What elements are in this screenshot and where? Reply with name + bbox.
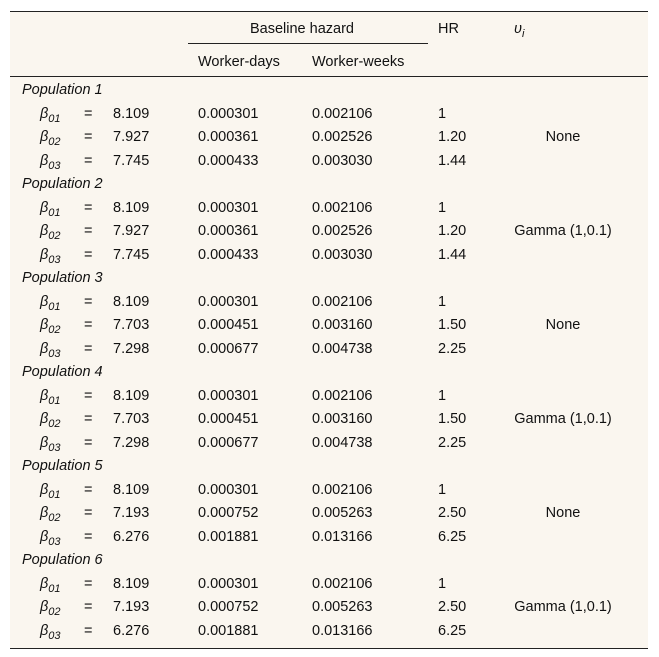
beta-subscript: 02	[48, 230, 61, 242]
worker-days-value: 0.000301	[198, 105, 259, 122]
worker-weeks-value: 0.003160	[312, 411, 373, 427]
equals-sign: =	[84, 481, 93, 498]
beta-coefficient-label	[40, 481, 61, 504]
beta-coefficient-label	[40, 128, 61, 151]
equals-sign: =	[84, 129, 93, 145]
worker-days-value: 0.000451	[198, 411, 259, 427]
beta-subscript: 03	[48, 159, 61, 172]
coefficient-value: 8.109	[113, 293, 150, 310]
hr-value: 1.20	[438, 223, 467, 239]
equals-sign: =	[84, 411, 93, 427]
coefficient-value: 7.703	[113, 317, 150, 333]
equals-sign: =	[84, 152, 93, 169]
frailty-variance: Gamma (1,0.1)	[514, 223, 612, 239]
baseline-hazard-header: Baseline hazard	[250, 21, 354, 37]
beta-subscript: 01	[48, 112, 61, 125]
beta-symbol: β	[40, 293, 49, 310]
coefficient-value: 6.276	[113, 622, 150, 639]
coefficient-value: 7.745	[113, 152, 150, 169]
hr-value: 1.20	[438, 129, 467, 145]
beta-coefficient-label	[40, 575, 61, 598]
worker-weeks-value: 0.013166	[312, 528, 373, 545]
beta-symbol: β	[40, 505, 49, 521]
worker-days-value: 0.000677	[198, 340, 259, 357]
equals-sign: =	[84, 340, 93, 357]
coefficient-value: 7.193	[113, 505, 150, 521]
worker-days-value: 0.000451	[198, 317, 259, 333]
beta-coefficient-label	[40, 504, 61, 527]
equals-sign: =	[84, 317, 93, 333]
coefficient-value: 8.109	[113, 575, 150, 592]
worker-days-value: 0.000301	[198, 293, 259, 310]
beta-subscript: 02	[48, 324, 61, 336]
beta-subscript: 02	[48, 418, 61, 430]
equals-sign: =	[84, 622, 93, 639]
worker-days-value: 0.000433	[198, 246, 259, 263]
hr-value: 1.50	[438, 411, 467, 427]
hr-value: 1	[438, 199, 447, 216]
beta-subscript: 03	[48, 535, 61, 548]
coefficient-value: 7.703	[113, 411, 150, 427]
coefficient-value: 7.745	[113, 246, 150, 263]
beta-symbol: β	[40, 434, 49, 451]
equals-sign: =	[84, 105, 93, 122]
frailty-variance: None	[545, 129, 581, 145]
equals-sign: =	[84, 434, 93, 451]
worker-weeks-value: 0.002106	[312, 575, 373, 592]
beta-symbol: β	[40, 129, 49, 145]
hr-value: 1	[438, 105, 447, 122]
beta-coefficient-label	[40, 199, 61, 222]
equals-sign: =	[84, 246, 93, 263]
beta-symbol: β	[40, 599, 49, 615]
coefficient-value: 8.109	[113, 105, 150, 122]
worker-weeks-value: 0.002526	[312, 223, 373, 239]
worker-weeks-value: 0.002526	[312, 129, 373, 145]
coefficient-value: 7.298	[113, 340, 150, 357]
beta-subscript: 01	[48, 300, 61, 313]
beta-symbol: β	[40, 340, 49, 357]
beta-symbol: β	[40, 317, 49, 333]
frailty-variance: Gamma (1,0.1)	[514, 599, 612, 615]
hr-value: 2.50	[438, 505, 467, 521]
population-label: Population 2	[22, 176, 103, 192]
equals-sign: =	[84, 199, 93, 216]
worker-days-value: 0.000361	[198, 223, 259, 239]
worker-days-value: 0.000361	[198, 129, 259, 145]
worker-days-value: 0.000752	[198, 599, 259, 615]
worker-days-value: 0.001881	[198, 528, 259, 545]
hr-value: 1.44	[438, 152, 467, 169]
worker-days-value: 0.000677	[198, 434, 259, 451]
frailty-variance: Gamma (1,0.1)	[514, 411, 612, 427]
hr-value: 2.25	[438, 434, 467, 451]
worker-weeks-value: 0.002106	[312, 293, 373, 310]
worker-weeks-value: 0.013166	[312, 622, 373, 639]
beta-coefficient-label	[40, 387, 61, 410]
coefficient-value: 7.927	[113, 223, 150, 239]
worker-days-value: 0.000433	[198, 152, 259, 169]
hr-value: 1.44	[438, 246, 467, 263]
hr-value: 6.25	[438, 528, 467, 545]
hr-value: 2.25	[438, 340, 467, 357]
worker-weeks-value: 0.004738	[312, 434, 373, 451]
beta-coefficient-label	[40, 598, 61, 621]
equals-sign: =	[84, 599, 93, 615]
population-label: Population 4	[22, 364, 103, 380]
coefficient-value: 7.298	[113, 434, 150, 451]
frailty-variance: None	[545, 505, 581, 521]
worker-weeks-value: 0.002106	[312, 481, 373, 498]
worker-weeks-header: Worker-weeks	[312, 54, 405, 70]
worker-weeks-value: 0.004738	[312, 340, 373, 357]
worker-days-value: 0.000301	[198, 481, 259, 498]
beta-subscript: 01	[48, 394, 61, 407]
baseline-hazard-rule	[188, 43, 428, 44]
hr-value: 1	[438, 481, 447, 498]
worker-days-value: 0.000752	[198, 505, 259, 521]
header-bottom-rule	[10, 76, 648, 77]
worker-days-value: 0.000301	[198, 387, 259, 404]
worker-days-value: 0.000301	[198, 199, 259, 216]
beta-symbol: β	[40, 152, 49, 169]
population-label: Population 5	[22, 458, 103, 474]
beta-subscript: 03	[48, 253, 61, 266]
hr-value: 1	[438, 293, 447, 310]
beta-coefficient-label	[40, 222, 61, 245]
beta-coefficient-label	[40, 410, 61, 433]
hr-value: 1	[438, 387, 447, 404]
hr-value: 6.25	[438, 622, 467, 639]
beta-subscript: 02	[48, 606, 61, 618]
equals-sign: =	[84, 293, 93, 310]
worker-weeks-value: 0.003160	[312, 317, 373, 333]
coefficient-value: 7.927	[113, 129, 150, 145]
beta-symbol: β	[40, 481, 49, 498]
worker-days-value: 0.001881	[198, 622, 259, 639]
equals-sign: =	[84, 223, 93, 239]
beta-symbol: β	[40, 528, 49, 545]
beta-subscript: 02	[48, 136, 61, 148]
upsilon-header	[514, 20, 524, 43]
beta-coefficient-label	[40, 622, 61, 645]
beta-coefficient-label	[40, 105, 61, 128]
hr-value: 1.50	[438, 317, 467, 333]
worker-weeks-value: 0.005263	[312, 505, 373, 521]
frailty-variance: None	[545, 317, 581, 333]
beta-subscript: 01	[48, 582, 61, 595]
beta-subscript: 03	[48, 347, 61, 360]
beta-symbol: β	[40, 622, 49, 639]
population-label: Population 3	[22, 270, 103, 286]
population-label: Population 6	[22, 552, 103, 568]
beta-coefficient-label	[40, 316, 61, 339]
worker-weeks-value: 0.005263	[312, 599, 373, 615]
beta-symbol: β	[40, 105, 49, 122]
worker-weeks-value: 0.003030	[312, 152, 373, 169]
hr-value: 2.50	[438, 599, 467, 615]
equals-sign: =	[84, 528, 93, 545]
beta-subscript: 03	[48, 441, 61, 454]
worker-weeks-value: 0.002106	[312, 105, 373, 122]
upsilon-symbol: υ	[514, 21, 522, 37]
worker-days-header: Worker-days	[198, 54, 280, 70]
equals-sign: =	[84, 575, 93, 592]
beta-symbol: β	[40, 387, 49, 404]
beta-symbol: β	[40, 223, 49, 239]
beta-coefficient-label	[40, 434, 61, 457]
equals-sign: =	[84, 387, 93, 404]
beta-subscript: 01	[48, 206, 61, 219]
coefficient-value: 8.109	[113, 387, 150, 404]
coefficient-value: 7.193	[113, 599, 150, 615]
beta-coefficient-label	[40, 340, 61, 363]
simulation-parameters-table	[10, 11, 648, 649]
beta-coefficient-label	[40, 152, 61, 175]
beta-coefficient-label	[40, 528, 61, 551]
coefficient-value: 6.276	[113, 528, 150, 545]
worker-days-value: 0.000301	[198, 575, 259, 592]
hr-header: HR	[438, 21, 459, 37]
beta-symbol: β	[40, 246, 49, 263]
worker-weeks-value: 0.003030	[312, 246, 373, 263]
beta-symbol: β	[40, 575, 49, 592]
worker-weeks-value: 0.002106	[312, 387, 373, 404]
beta-subscript: 03	[48, 629, 61, 642]
beta-coefficient-label	[40, 246, 61, 269]
beta-subscript: 02	[48, 512, 61, 524]
hr-value: 1	[438, 575, 447, 592]
beta-subscript: 01	[48, 488, 61, 501]
beta-coefficient-label	[40, 293, 61, 316]
beta-symbol: β	[40, 411, 49, 427]
coefficient-value: 8.109	[113, 199, 150, 216]
beta-symbol: β	[40, 199, 49, 216]
upsilon-subscript: i	[521, 28, 525, 40]
population-label: Population 1	[22, 82, 103, 98]
worker-weeks-value: 0.002106	[312, 199, 373, 216]
equals-sign: =	[84, 505, 93, 521]
coefficient-value: 8.109	[113, 481, 150, 498]
